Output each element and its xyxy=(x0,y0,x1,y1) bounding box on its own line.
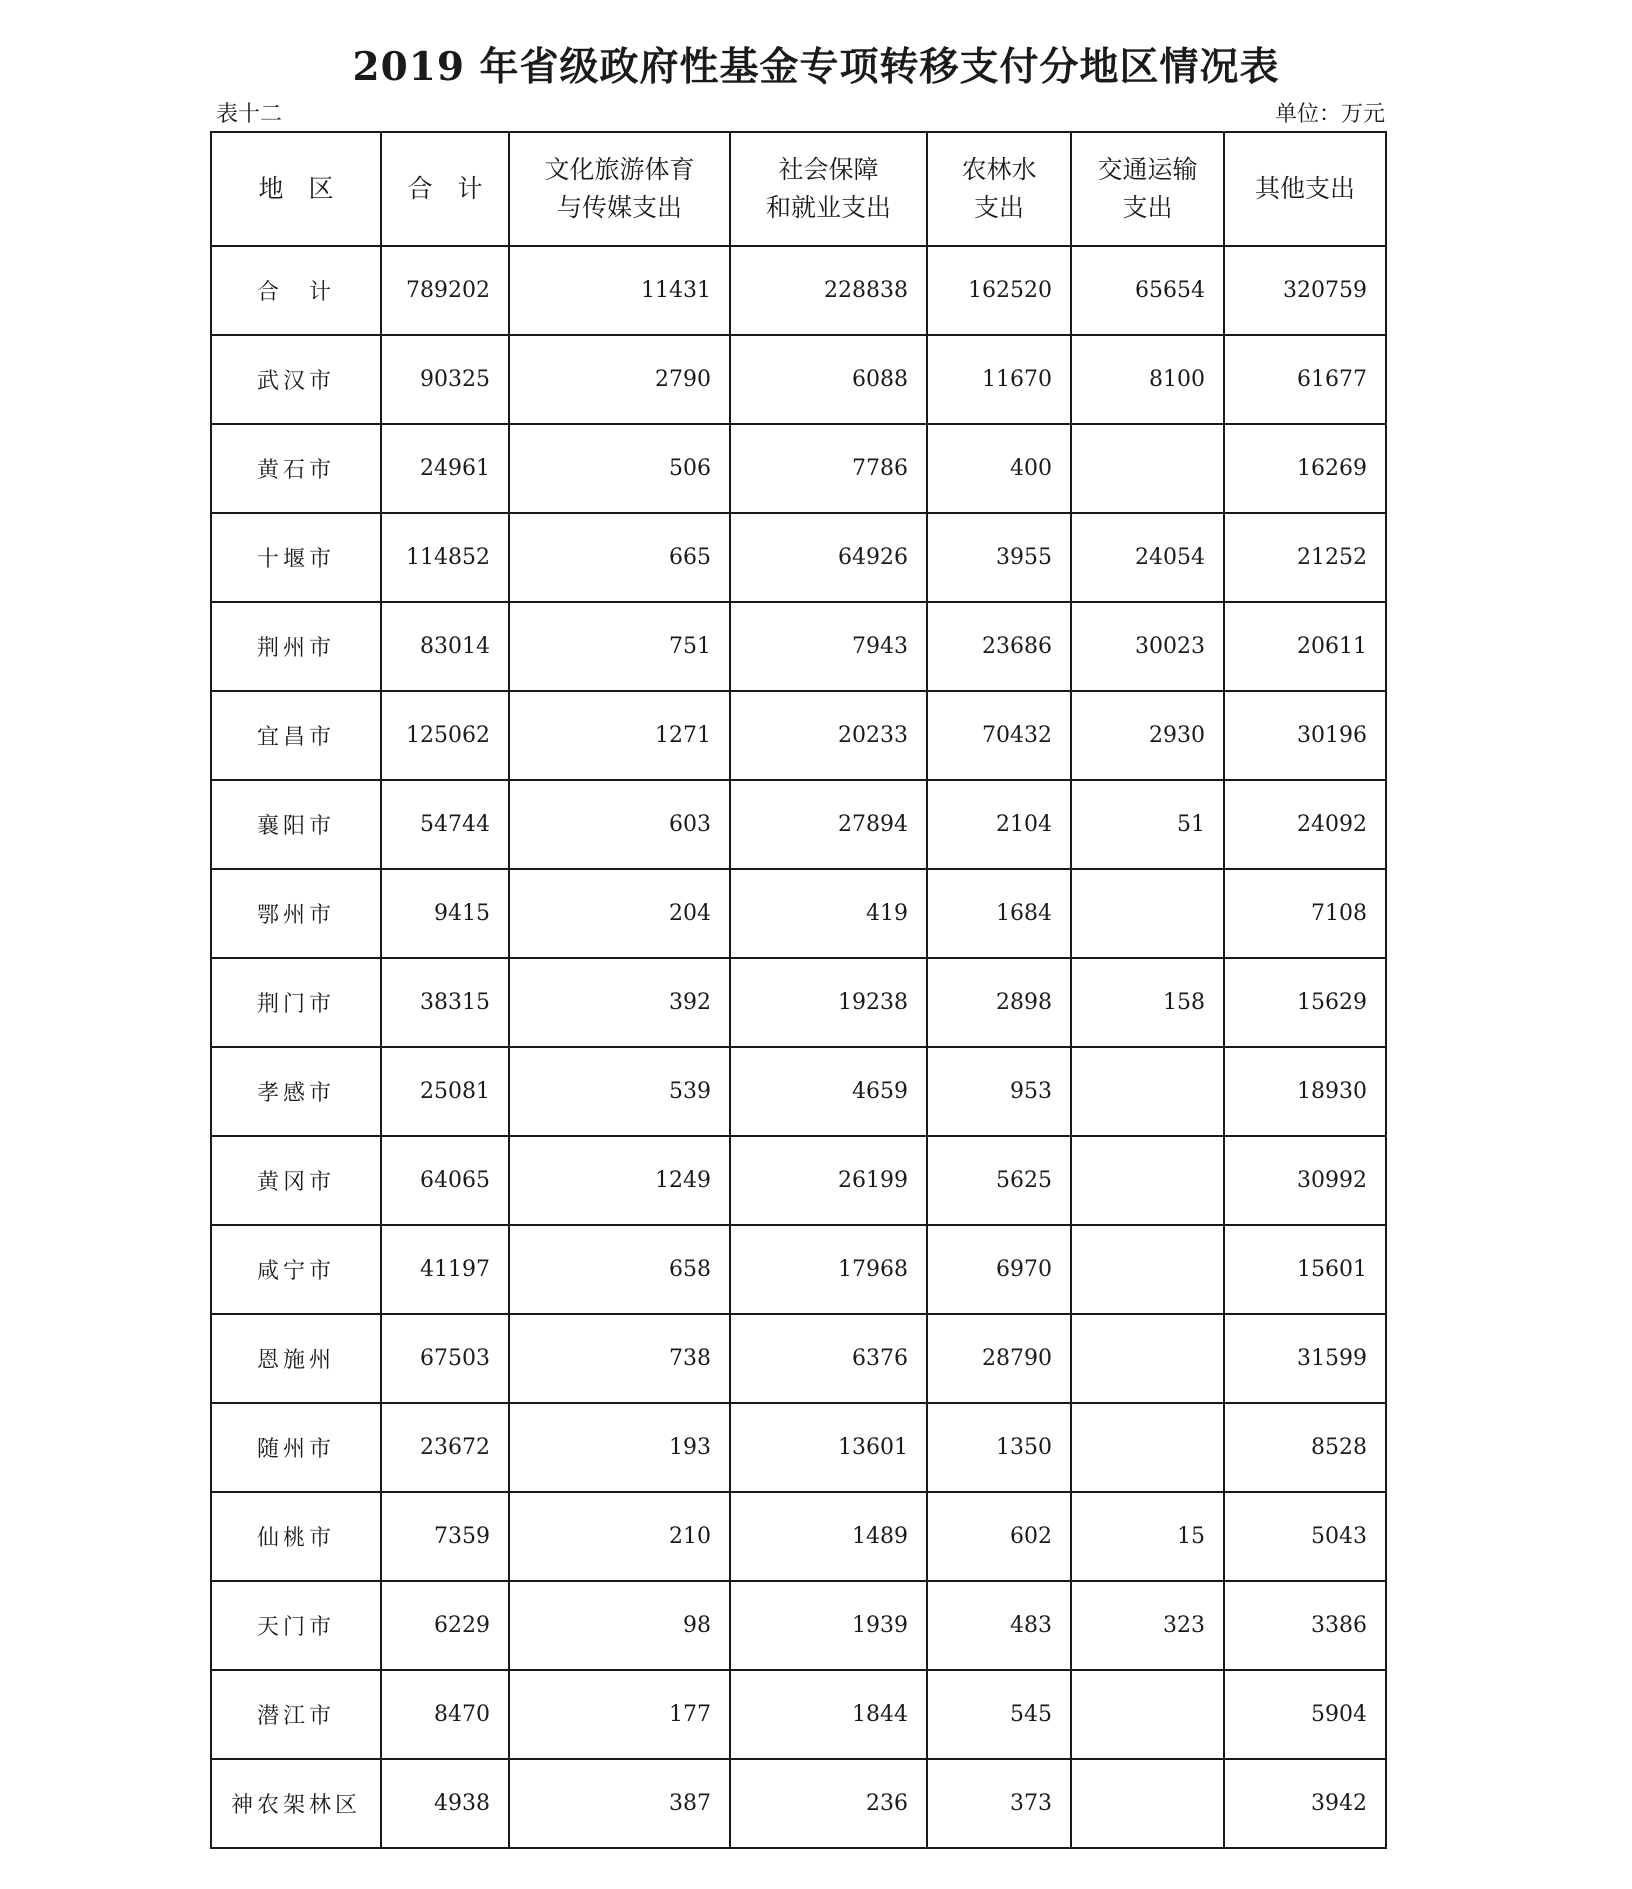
value-cell: 953 xyxy=(927,1047,1071,1136)
table-row xyxy=(211,869,1386,958)
value-cell: 1939 xyxy=(730,1581,927,1670)
value-cell: 323 xyxy=(1071,1581,1224,1670)
region-cell: 神农架林区 xyxy=(211,1759,381,1848)
value-cell xyxy=(1071,869,1224,958)
table-row xyxy=(211,1759,1386,1848)
value-cell: 125062 xyxy=(381,691,509,780)
region-cell: 潜江市 xyxy=(211,1670,381,1759)
value-cell: 6970 xyxy=(927,1225,1071,1314)
table-row xyxy=(211,1314,1386,1403)
value-cell: 19238 xyxy=(730,958,927,1047)
value-cell: 15629 xyxy=(1224,958,1386,1047)
value-cell: 228838 xyxy=(730,246,927,335)
value-cell: 7359 xyxy=(381,1492,509,1581)
column-header xyxy=(730,132,927,246)
value-cell: 90325 xyxy=(381,335,509,424)
table-row xyxy=(211,1047,1386,1136)
region-cell: 咸宁市 xyxy=(211,1225,381,1314)
value-cell: 23686 xyxy=(927,602,1071,691)
value-cell: 320759 xyxy=(1224,246,1386,335)
value-cell: 6229 xyxy=(381,1581,509,1670)
column-header-line: 其他支出 xyxy=(1254,174,1355,203)
value-cell: 7108 xyxy=(1224,869,1386,958)
table-number: 表十二 xyxy=(216,102,283,127)
table-row xyxy=(211,1225,1386,1314)
value-cell: 54744 xyxy=(381,780,509,869)
value-cell: 8470 xyxy=(381,1670,509,1759)
value-cell: 789202 xyxy=(381,246,509,335)
value-cell: 738 xyxy=(509,1314,730,1403)
value-cell: 30023 xyxy=(1071,602,1224,691)
value-cell: 1489 xyxy=(730,1492,927,1581)
value-cell: 373 xyxy=(927,1759,1071,1848)
value-cell: 177 xyxy=(509,1670,730,1759)
value-cell: 6376 xyxy=(730,1314,927,1403)
value-cell: 24092 xyxy=(1224,780,1386,869)
region-cell: 襄阳市 xyxy=(211,780,381,869)
value-cell: 98 xyxy=(509,1581,730,1670)
value-cell: 1684 xyxy=(927,869,1071,958)
table-row xyxy=(211,1136,1386,1225)
value-cell: 61677 xyxy=(1224,335,1386,424)
table-row xyxy=(211,780,1386,869)
value-cell: 25081 xyxy=(381,1047,509,1136)
value-cell: 26199 xyxy=(730,1136,927,1225)
value-cell: 8100 xyxy=(1071,335,1224,424)
value-cell: 236 xyxy=(730,1759,927,1848)
column-header-line: 和就业支出 xyxy=(765,193,891,222)
table-row xyxy=(211,513,1386,602)
value-cell: 7943 xyxy=(730,602,927,691)
table-body xyxy=(211,246,1386,1848)
value-cell: 665 xyxy=(509,513,730,602)
value-cell: 41197 xyxy=(381,1225,509,1314)
value-cell xyxy=(1071,1225,1224,1314)
value-cell: 21252 xyxy=(1224,513,1386,602)
value-cell: 539 xyxy=(509,1047,730,1136)
value-cell: 8528 xyxy=(1224,1403,1386,1492)
value-cell: 3955 xyxy=(927,513,1071,602)
value-cell: 602 xyxy=(927,1492,1071,1581)
value-cell: 603 xyxy=(509,780,730,869)
column-header-line: 与传媒支出 xyxy=(556,193,682,222)
value-cell: 65654 xyxy=(1071,246,1224,335)
value-cell: 419 xyxy=(730,869,927,958)
column-header xyxy=(509,132,730,246)
value-cell: 3942 xyxy=(1224,1759,1386,1848)
value-cell: 16269 xyxy=(1224,424,1386,513)
value-cell: 24054 xyxy=(1071,513,1224,602)
value-cell: 4938 xyxy=(381,1759,509,1848)
value-cell: 193 xyxy=(509,1403,730,1492)
region-cell: 合 计 xyxy=(211,246,381,335)
column-header-line: 支出 xyxy=(1122,193,1173,222)
value-cell: 483 xyxy=(927,1581,1071,1670)
value-cell: 64065 xyxy=(381,1136,509,1225)
value-cell: 658 xyxy=(509,1225,730,1314)
value-cell xyxy=(1071,1047,1224,1136)
value-cell: 2104 xyxy=(927,780,1071,869)
value-cell: 17968 xyxy=(730,1225,927,1314)
value-cell: 28790 xyxy=(927,1314,1071,1403)
value-cell: 158 xyxy=(1071,958,1224,1047)
value-cell: 545 xyxy=(927,1670,1071,1759)
value-cell: 38315 xyxy=(381,958,509,1047)
table-row xyxy=(211,1670,1386,1759)
column-header-line: 农林水 xyxy=(961,155,1037,184)
region-cell: 十堰市 xyxy=(211,513,381,602)
value-cell: 400 xyxy=(927,424,1071,513)
value-cell: 20233 xyxy=(730,691,927,780)
value-cell: 1271 xyxy=(509,691,730,780)
value-cell: 392 xyxy=(509,958,730,1047)
value-cell: 4659 xyxy=(730,1047,927,1136)
value-cell: 83014 xyxy=(381,602,509,691)
value-cell: 15 xyxy=(1071,1492,1224,1581)
value-cell: 20611 xyxy=(1224,602,1386,691)
region-cell: 仙桃市 xyxy=(211,1492,381,1581)
value-cell: 3386 xyxy=(1224,1581,1386,1670)
column-header xyxy=(1224,132,1386,246)
table-header xyxy=(211,132,1386,246)
value-cell: 30992 xyxy=(1224,1136,1386,1225)
column-header-line: 交通运输 xyxy=(1097,155,1198,184)
value-cell: 6088 xyxy=(730,335,927,424)
value-cell: 64926 xyxy=(730,513,927,602)
value-cell: 13601 xyxy=(730,1403,927,1492)
value-cell: 70432 xyxy=(927,691,1071,780)
value-cell: 506 xyxy=(509,424,730,513)
value-cell xyxy=(1071,1314,1224,1403)
region-cell: 黄冈市 xyxy=(211,1136,381,1225)
value-cell: 7786 xyxy=(730,424,927,513)
column-header-line: 社会保障 xyxy=(778,155,879,184)
region-cell: 鄂州市 xyxy=(211,869,381,958)
column-header xyxy=(381,132,509,246)
value-cell: 2930 xyxy=(1071,691,1224,780)
value-cell: 67503 xyxy=(381,1314,509,1403)
column-header-line: 地 区 xyxy=(258,174,334,203)
value-cell: 23672 xyxy=(381,1403,509,1492)
table-row xyxy=(211,1581,1386,1670)
value-cell: 5625 xyxy=(927,1136,1071,1225)
value-cell: 11670 xyxy=(927,335,1071,424)
value-cell: 1844 xyxy=(730,1670,927,1759)
value-cell: 2790 xyxy=(509,335,730,424)
header-row xyxy=(211,132,1386,246)
column-header-line: 合 计 xyxy=(407,174,483,203)
value-cell: 9415 xyxy=(381,869,509,958)
value-cell: 162520 xyxy=(927,246,1071,335)
value-cell: 1249 xyxy=(509,1136,730,1225)
data-table xyxy=(210,131,1387,1849)
value-cell: 2898 xyxy=(927,958,1071,1047)
value-cell: 5904 xyxy=(1224,1670,1386,1759)
region-cell: 武汉市 xyxy=(211,335,381,424)
table-row xyxy=(211,691,1386,780)
unit-label: 单位：万元 xyxy=(1274,102,1385,127)
value-cell: 27894 xyxy=(730,780,927,869)
total-row xyxy=(211,246,1386,335)
value-cell: 30196 xyxy=(1224,691,1386,780)
value-cell: 31599 xyxy=(1224,1314,1386,1403)
table-row xyxy=(211,958,1386,1047)
table-row xyxy=(211,1492,1386,1581)
column-header-line: 文化旅游体育 xyxy=(544,155,695,184)
table-row xyxy=(211,1403,1386,1492)
value-cell: 114852 xyxy=(381,513,509,602)
value-cell: 18930 xyxy=(1224,1047,1386,1136)
value-cell: 15601 xyxy=(1224,1225,1386,1314)
value-cell: 11431 xyxy=(509,246,730,335)
value-cell: 24961 xyxy=(381,424,509,513)
value-cell: 210 xyxy=(509,1492,730,1581)
column-header xyxy=(211,132,381,246)
column-header xyxy=(927,132,1071,246)
table-row xyxy=(211,602,1386,691)
value-cell: 751 xyxy=(509,602,730,691)
table-row xyxy=(211,424,1386,513)
region-cell: 天门市 xyxy=(211,1581,381,1670)
value-cell xyxy=(1071,1136,1224,1225)
table-row xyxy=(211,335,1386,424)
region-cell: 宜昌市 xyxy=(211,691,381,780)
value-cell xyxy=(1071,1759,1224,1848)
region-cell: 随州市 xyxy=(211,1403,381,1492)
column-header xyxy=(1071,132,1224,246)
value-cell: 387 xyxy=(509,1759,730,1848)
value-cell: 1350 xyxy=(927,1403,1071,1492)
region-cell: 荆门市 xyxy=(211,958,381,1047)
region-cell: 恩施州 xyxy=(211,1314,381,1403)
value-cell: 204 xyxy=(509,869,730,958)
value-cell xyxy=(1071,424,1224,513)
value-cell: 5043 xyxy=(1224,1492,1386,1581)
column-header-line: 支出 xyxy=(973,193,1024,222)
value-cell: 51 xyxy=(1071,780,1224,869)
value-cell xyxy=(1071,1403,1224,1492)
region-cell: 孝感市 xyxy=(211,1047,381,1136)
region-cell: 黄石市 xyxy=(211,424,381,513)
value-cell xyxy=(1071,1670,1224,1759)
page-title: 2019 年省级政府性基金专项转移支付分地区情况表 xyxy=(352,44,1280,90)
region-cell: 荆州市 xyxy=(211,602,381,691)
